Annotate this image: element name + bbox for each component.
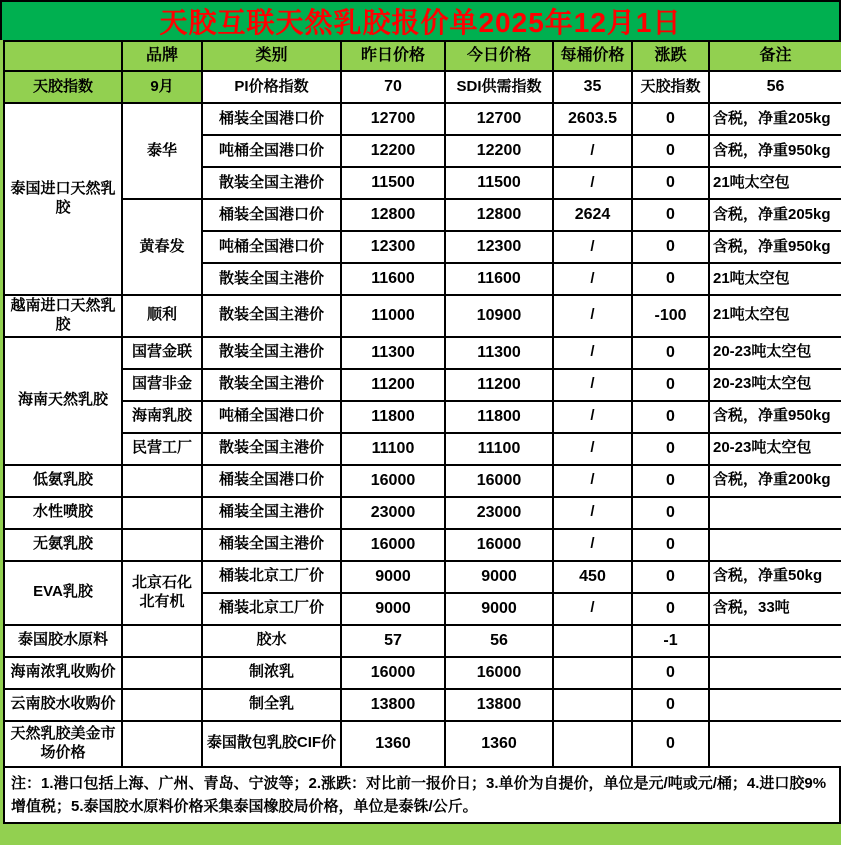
table-row — [4, 465, 841, 497]
table-cell: / — [553, 401, 632, 433]
table-cell: / — [553, 529, 632, 561]
table-cell: 11100 — [445, 433, 553, 465]
table-cell: 含税，净重205kg — [709, 103, 841, 135]
table-cell: 21吨太空包 — [709, 167, 841, 199]
table-cell — [122, 497, 202, 529]
table-cell: 0 — [632, 657, 709, 689]
table-row — [4, 401, 841, 433]
table-cell: 0 — [632, 167, 709, 199]
table-cell: 11300 — [445, 337, 553, 369]
table-cell: 20-23吨太空包 — [709, 337, 841, 369]
table-cell: / — [553, 167, 632, 199]
table-cell: 23000 — [341, 497, 445, 529]
table-cell: 0 — [632, 337, 709, 369]
table-cell: 民营工厂 — [122, 433, 202, 465]
table-cell: 含税，净重205kg — [709, 199, 841, 231]
table-cell: 制全乳 — [202, 689, 341, 721]
table-cell: 9000 — [341, 593, 445, 625]
table-cell: 12200 — [445, 135, 553, 167]
table-cell: / — [553, 369, 632, 401]
table-cell: 散装全国主港价 — [202, 263, 341, 295]
table-row — [4, 71, 841, 103]
category-cell: 天胶指数 — [4, 71, 122, 103]
table-cell: 桶装北京工厂价 — [202, 561, 341, 593]
table-cell: 吨桶全国港口价 — [202, 135, 341, 167]
category-cell: EVA乳胶 — [4, 561, 122, 625]
table-cell: SDI供需指数 — [445, 71, 553, 103]
table-cell: 16000 — [445, 657, 553, 689]
table-cell: 10900 — [445, 295, 553, 337]
category-cell: 海南天然乳胶 — [4, 337, 122, 465]
category-cell: 海南浓乳收购价 — [4, 657, 122, 689]
footer-note — [3, 766, 841, 825]
table-cell: 0 — [632, 103, 709, 135]
table-cell: / — [553, 465, 632, 497]
table-cell: -100 — [632, 295, 709, 337]
table-row — [4, 369, 841, 401]
table-cell: 制浓乳 — [202, 657, 341, 689]
column-header: 类别 — [202, 41, 341, 71]
table-row — [4, 433, 841, 465]
table-cell — [122, 529, 202, 561]
table-cell: / — [553, 593, 632, 625]
table-cell: 桶装全国港口价 — [202, 103, 341, 135]
table-cell: 散装全国主港价 — [202, 337, 341, 369]
table-cell: 20-23吨太空包 — [709, 369, 841, 401]
table-cell: 70 — [341, 71, 445, 103]
table-body — [4, 71, 841, 767]
table-cell: 0 — [632, 561, 709, 593]
table-cell: 0 — [632, 135, 709, 167]
table-cell: 12300 — [341, 231, 445, 263]
table-cell: 0 — [632, 529, 709, 561]
table-cell: 0 — [632, 231, 709, 263]
table-cell: 11600 — [445, 263, 553, 295]
table-cell: 1360 — [341, 721, 445, 767]
category-cell: 泰国胶水原料 — [4, 625, 122, 657]
table-cell: / — [553, 497, 632, 529]
table-cell: 0 — [632, 369, 709, 401]
table-cell: 桶装全国主港价 — [202, 497, 341, 529]
table-row — [4, 529, 841, 561]
table-cell: PI价格指数 — [202, 71, 341, 103]
category-cell: 云南胶水收购价 — [4, 689, 122, 721]
table-cell: / — [553, 263, 632, 295]
table-cell: 顺利 — [122, 295, 202, 337]
table-cell: 9000 — [341, 561, 445, 593]
table-header-row — [4, 41, 841, 71]
table-cell: 含税，33吨 — [709, 593, 841, 625]
table-cell: 国营金联 — [122, 337, 202, 369]
table-cell: / — [553, 231, 632, 263]
table-cell: 35 — [553, 71, 632, 103]
column-header: 涨跌 — [632, 41, 709, 71]
table-cell: 56 — [445, 625, 553, 657]
table-cell: 12700 — [341, 103, 445, 135]
table-cell: 胶水 — [202, 625, 341, 657]
table-cell: 57 — [341, 625, 445, 657]
category-cell: 天然乳胶美金市场价格 — [4, 721, 122, 767]
table-cell: 23000 — [445, 497, 553, 529]
table-cell — [709, 689, 841, 721]
table-cell: 0 — [632, 433, 709, 465]
table-cell: 海南乳胶 — [122, 401, 202, 433]
column-header: 备注 — [709, 41, 841, 71]
table-cell: 11200 — [341, 369, 445, 401]
table-cell: 12200 — [341, 135, 445, 167]
table-row — [4, 103, 841, 135]
table-cell: 11800 — [445, 401, 553, 433]
table-cell — [553, 625, 632, 657]
table-row — [4, 199, 841, 231]
table-cell — [122, 657, 202, 689]
table-cell — [709, 625, 841, 657]
table-cell: 含税，净重200kg — [709, 465, 841, 497]
table-cell: 12700 — [445, 103, 553, 135]
table-cell — [122, 625, 202, 657]
table-cell: 0 — [632, 465, 709, 497]
table-cell: 桶装全国港口价 — [202, 465, 341, 497]
table-cell: 16000 — [445, 465, 553, 497]
column-header: 每桶价格 — [553, 41, 632, 71]
table-cell — [709, 497, 841, 529]
table-cell: 9月 — [122, 71, 202, 103]
table-cell: 12800 — [341, 199, 445, 231]
table-cell — [122, 465, 202, 497]
category-cell: 水性喷胶 — [4, 497, 122, 529]
table-cell: 2603.5 — [553, 103, 632, 135]
table-cell: 国营非金 — [122, 369, 202, 401]
table-cell: 泰国散包乳胶CIF价 — [202, 721, 341, 767]
table-cell — [122, 689, 202, 721]
table-cell: 9000 — [445, 561, 553, 593]
table-cell: 20-23吨太空包 — [709, 433, 841, 465]
table-cell: 含税，净重950kg — [709, 231, 841, 263]
category-cell: 低氨乳胶 — [4, 465, 122, 497]
footer-note-text: 注：1.港口包括上海、广州、青岛、宁波等；2.涨跌：对比前一报价日；3.单价为自提价，单位是元/吨或元/桶；4.进口胶9%增值税；5.泰国胶水原料价格采集泰国橡胶局价格，单位是泰铢/公斤。 — [11, 774, 827, 815]
table-cell — [709, 721, 841, 767]
table-cell: -1 — [632, 625, 709, 657]
table-cell — [553, 721, 632, 767]
table-cell: 散装全国主港价 — [202, 295, 341, 337]
price-table — [3, 40, 841, 768]
table-cell: 含税，净重950kg — [709, 401, 841, 433]
table-cell: 11000 — [341, 295, 445, 337]
table-cell: 桶装全国主港价 — [202, 529, 341, 561]
table-cell: 11500 — [445, 167, 553, 199]
table-cell: 北京石化北有机 — [122, 561, 202, 625]
table-cell: 2624 — [553, 199, 632, 231]
table-cell: 0 — [632, 401, 709, 433]
table-cell: 0 — [632, 263, 709, 295]
table-row — [4, 721, 841, 767]
table-cell: 11100 — [341, 433, 445, 465]
table-cell: 0 — [632, 689, 709, 721]
table-cell: 11300 — [341, 337, 445, 369]
table-row — [4, 689, 841, 721]
table-cell: / — [553, 135, 632, 167]
table-cell: 56 — [709, 71, 841, 103]
table-cell — [553, 657, 632, 689]
table-cell: 泰华 — [122, 103, 202, 199]
table-cell: 11500 — [341, 167, 445, 199]
table-cell: 11800 — [341, 401, 445, 433]
table-row — [4, 497, 841, 529]
table-row — [4, 295, 841, 337]
table-cell: 0 — [632, 497, 709, 529]
table-cell: 1360 — [445, 721, 553, 767]
column-header: 昨日价格 — [341, 41, 445, 71]
table-cell: 16000 — [341, 529, 445, 561]
table-cell: 21吨太空包 — [709, 295, 841, 337]
category-cell: 泰国进口天然乳胶 — [4, 103, 122, 295]
table-cell: 散装全国主港价 — [202, 433, 341, 465]
column-header — [4, 41, 122, 71]
table-cell: 12800 — [445, 199, 553, 231]
table-cell: 0 — [632, 199, 709, 231]
table-cell — [553, 689, 632, 721]
table-cell: 13800 — [341, 689, 445, 721]
table-cell: 吨桶全国港口价 — [202, 401, 341, 433]
table-cell: 桶装北京工厂价 — [202, 593, 341, 625]
table-row — [4, 561, 841, 593]
table-cell — [709, 529, 841, 561]
category-cell: 越南进口天然乳胶 — [4, 295, 122, 337]
table-cell: / — [553, 433, 632, 465]
table-cell: / — [553, 295, 632, 337]
table-row — [4, 657, 841, 689]
column-header: 今日价格 — [445, 41, 553, 71]
table-cell: 13800 — [445, 689, 553, 721]
table-cell: 含税，净重50kg — [709, 561, 841, 593]
table-cell: 桶装全国港口价 — [202, 199, 341, 231]
table-cell: 散装全国主港价 — [202, 167, 341, 199]
table-cell: 黄春发 — [122, 199, 202, 295]
table-cell: 450 — [553, 561, 632, 593]
table-cell: 0 — [632, 721, 709, 767]
table-cell: 9000 — [445, 593, 553, 625]
table-cell: 含税，净重950kg — [709, 135, 841, 167]
table-cell: 16000 — [341, 657, 445, 689]
table-cell — [709, 657, 841, 689]
table-cell: 吨桶全国港口价 — [202, 231, 341, 263]
page-title: 天胶互联天然乳胶报价单2025年12月1日 — [159, 7, 682, 38]
table-cell: 21吨太空包 — [709, 263, 841, 295]
title-bar — [0, 0, 841, 40]
table-cell: 天胶指数 — [632, 71, 709, 103]
table-cell: 0 — [632, 593, 709, 625]
table-cell: 16000 — [445, 529, 553, 561]
table-cell: 散装全国主港价 — [202, 369, 341, 401]
column-header: 品牌 — [122, 41, 202, 71]
table-cell: 16000 — [341, 465, 445, 497]
table-cell: 11200 — [445, 369, 553, 401]
table-row — [4, 337, 841, 369]
table-row — [4, 625, 841, 657]
table-cell — [122, 721, 202, 767]
table-cell: / — [553, 337, 632, 369]
category-cell: 无氨乳胶 — [4, 529, 122, 561]
table-cell: 12300 — [445, 231, 553, 263]
table-cell: 11600 — [341, 263, 445, 295]
